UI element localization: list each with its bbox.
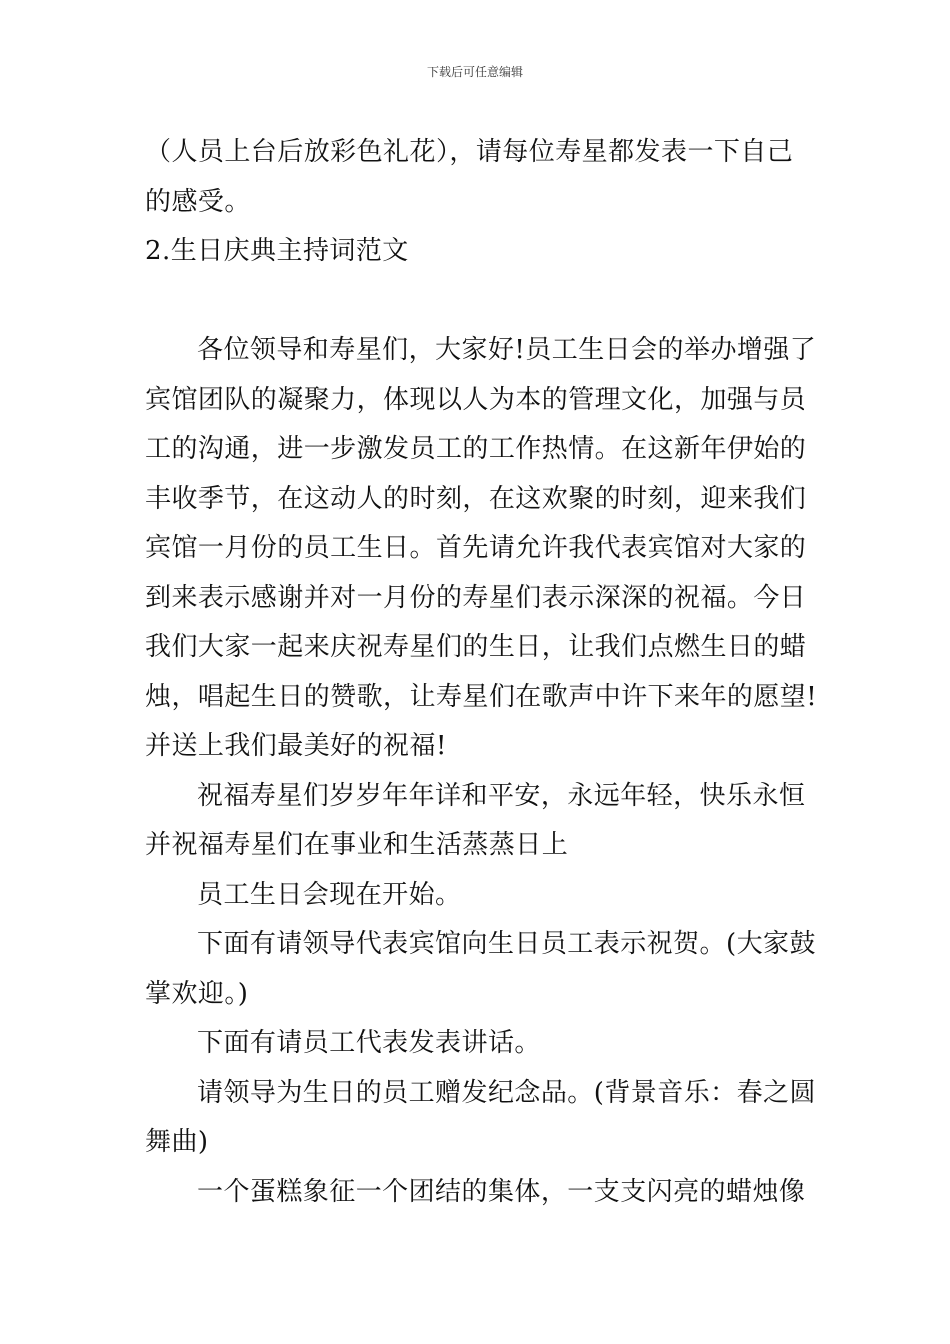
paragraph-start: 祝福寿星们岁岁年年详和平安，永远年轻，快乐永恒 — [197, 780, 806, 811]
document-body — [145, 128, 818, 1217]
text-line: 宾馆一月份的员工生日。首先请允许我代表宾馆对大家的 — [145, 533, 807, 563]
section-heading: 2.生日庆典主持词范文 — [145, 236, 409, 266]
text-line: 我们大家一起来庆祝寿星们的生日，让我们点燃生日的蜡 — [145, 632, 807, 662]
text-line: 掌欢迎。) — [145, 978, 249, 1009]
text-line: 的感受。 — [145, 186, 251, 217]
text-line: 并送上我们最美好的祝福! — [145, 731, 447, 761]
paragraph-start: 下面有请员工代表发表讲话。 — [197, 1028, 541, 1058]
blank-line — [145, 277, 810, 327]
text-line: 宾馆团队的凝聚力，体现以人为本的管理文化，加强与员 — [145, 384, 807, 415]
paragraph-start: 各位领导和寿星们，大家好!员工生日会的举办增强了 — [197, 335, 817, 365]
paragraph-start: 一个蛋糕象征一个团结的集体，一支支闪亮的蜡烛像 — [197, 1176, 806, 1207]
text-line: （人员上台后放彩色礼花），请每位寿星都发表一下自己 — [145, 137, 794, 167]
paragraph-start: 员工生日会现在开始。 — [197, 879, 462, 910]
text-line: 并祝福寿星们在事业和生活蒸蒸日上 — [145, 830, 569, 860]
text-line: 舞曲) — [145, 1127, 209, 1157]
text-line: 丰收季节，在这动人的时刻，在这欢聚的时刻，迎来我们 — [145, 483, 807, 514]
paragraph-start: 下面有请领导代表宾馆向生日员工表示祝贺。(大家鼓 — [197, 929, 816, 959]
paragraph-start: 请领导为生日的员工赠发纪念品。(背景音乐：春之圆 — [197, 1077, 816, 1108]
page-header: 下载后可任意编辑 — [426, 65, 523, 79]
text-line: 到来表示感谢并对一月份的寿星们表示深深的祝福。今日 — [145, 582, 807, 613]
text-line: 工的沟通，进一步激发员工的工作热情。在这新年伊始的 — [145, 434, 807, 464]
text-line: 烛，唱起生日的赞歌，让寿星们在歌声中许下来年的愿望! — [145, 681, 818, 712]
